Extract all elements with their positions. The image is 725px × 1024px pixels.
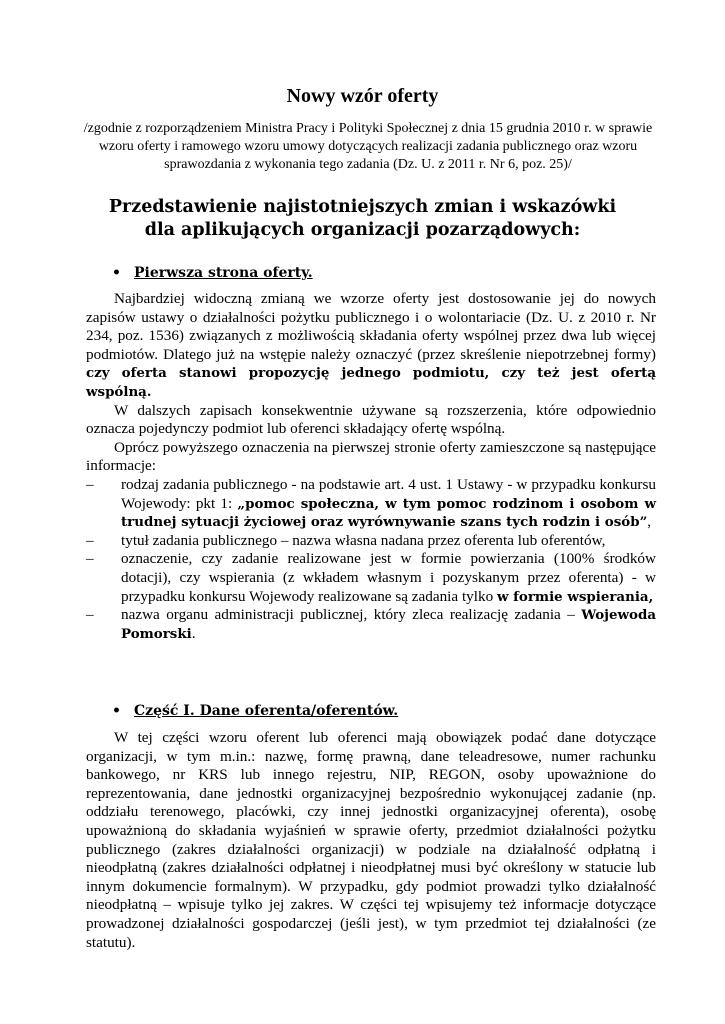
- dash-marker: –: [86, 531, 94, 549]
- list-item-bold: w formie wspierania,: [496, 588, 654, 605]
- list-item-bold: Wojewoda Pomorski: [121, 607, 656, 642]
- section1-paragraph-1: [86, 290, 656, 402]
- list-item-end: .: [191, 624, 196, 642]
- list-item-text: nazwa organu administracji publicznej, który zleca realizację zadania –: [121, 606, 575, 624]
- section1-header: [112, 264, 313, 282]
- section2-body: [86, 729, 656, 952]
- section2-paragraph-1: W tej części wzoru oferent lub oferenci mają obowiązek podać dane dotyczące organizacji, w tym m.in.: nazwę, formę prawną, dane teleadresowe, numer rachunku bankowego, nr KRS lub innego rejestru, NIP, REGON, osoby upoważnione do reprezentowania, dane jednostki organizacyjnej bezpośrednio wykonującej zadanie (np. oddziału terenowego, placówki, czy innej jednostki organizacyjnej oferenta), osobę upoważnioną do składania wyjaśnień w sprawie oferty, przedmiot działalności pożytku publicznego (zakres działalności organizacji) w podziale na działalność odpłatną i nieodpłatną (zakres działalności odpłatnej i nieodpłatnej musi być określony w statucie lub innym dokumencie formalnym). W przypadku, gdy podmiot prowadzi tylko działalność nieodpłatną – wpisuje tylko jej zakres. W części tej wpisujemy też informacje dotyczące prowadzonej działalności gospodarczej (jeśli jest), w tym przedmiot tej działalności (ze statutu).: [86, 729, 656, 951]
- bullet-icon: •: [112, 265, 121, 281]
- dash-marker: –: [86, 606, 94, 624]
- dash-marker: –: [86, 550, 94, 568]
- list-item-text: tytuł zadania publicznego – nazwa własna nadana przez oferenta lub oferentów,: [121, 531, 606, 549]
- list-item-bold: „pomoc społeczna, w tym pomoc rodzinom i osobom w trudnej sytuacji życiowej oraz wyrównywanie szans tych rodzin i osób”: [121, 495, 656, 531]
- section1-list: [86, 476, 656, 643]
- section1-paragraph-1-bold: czy oferta stanowi propozycję jednego podmiotu, czy też jest ofertą wspólną.: [86, 365, 656, 400]
- section1-paragraph-3: Oprócz powyższego oznaczenia na pierwszej stronie oferty zamieszczone są następujące informacje:: [86, 438, 656, 475]
- dash-marker: –: [86, 475, 94, 493]
- document-subtitle: /zgodnie z rozporządzeniem Ministra Pracy i Polityki Społecznej z dnia 15 grudnia 2010 r. w sprawie wzoru oferty i ramowego wzoru umowy dotyczących realizacji zadania publicznego oraz wzoru sprawozdania z wykonania tego zadania (Dz. U. z 2011 r. Nr 6, poz. 25)/: [83, 121, 653, 172]
- section2-header: [112, 702, 398, 720]
- section2-title: Część I. Dane oferenta/oferentów.: [134, 703, 399, 719]
- list-item: [86, 532, 656, 551]
- section-heading-line-2: dla aplikujących organizacji pozarządowych:: [144, 220, 581, 240]
- section1-body: [86, 290, 656, 643]
- list-item-text: rodzaj zadania publicznego - na podstawie art. 4 ust. 1 Ustawy - w przypadku konkursu Wojewody: pkt 1:: [121, 475, 656, 512]
- bullet-icon: •: [112, 703, 121, 719]
- list-item-text: oznaczenie, czy zadanie realizowane jest w formie powierzania (100% środków dotacji), czy wspierania (z wkładem własnym i pozyskanym przez oferenta) - w przypadku konkursu Wojewody realizowane są zadania tylko: [121, 550, 656, 605]
- section1-paragraph-2: W dalszych zapisach konsekwentnie używane są rozszerzenia, które odpowiednio oznacza pojedynczy podmiot lub oferenci składający ofertę wspólną.: [86, 401, 656, 438]
- section1-paragraph-1-text: Najbardziej widoczną zmianą we wzorze oferty jest dostosowanie jej do nowych zapisów ustawy o działalności pożytku publicznego i o wolontariacie (Dz. U. z 2010 r. Nr 234, poz. 1536) związanych z możliwością składania oferty wspólnej przez dwa lub więcej podmiotów. Dlatego już na wstępie należy oznaczyć (przez skreślenie niepotrzebnej formy): [86, 290, 656, 363]
- list-item: [86, 606, 656, 643]
- section1-title: Pierwsza strona oferty.: [134, 265, 313, 281]
- section-heading: [60, 196, 665, 242]
- list-item: [86, 476, 656, 532]
- section-heading-line-1: Przedstawienie najistotniejszych zmian i wskazówki: [108, 197, 617, 217]
- document-title: Nowy wzór oferty: [286, 85, 439, 107]
- list-item-end: ,: [647, 513, 652, 531]
- list-item: [86, 550, 656, 606]
